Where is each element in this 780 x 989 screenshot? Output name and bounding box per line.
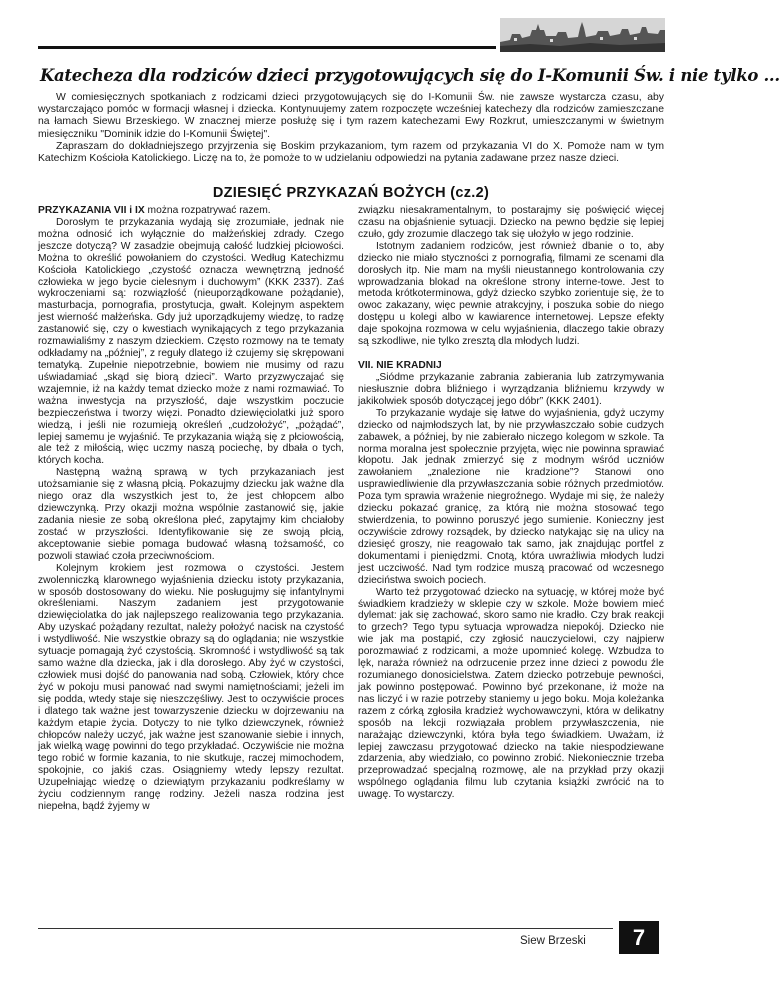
article-headline: Katecheza dla rodziców dzieci przygotowujących się do I-Komunii Św. i nie tylko ...: [40, 66, 780, 85]
town-skyline-image: [500, 18, 665, 52]
article-intro: [38, 92, 664, 165]
header-rule: [38, 46, 496, 49]
left-column: [38, 205, 344, 813]
section-title: DZIESIĘĆ PRZYKAZAŃ BOŻYCH (cz.2): [212, 185, 490, 201]
body-paragraph: Warto też przygotować dziecko na sytuację, w której może być świadkiem kradzieży w sklepie czy w szkole. Może bowiem mieć dylemat: jak się zachować, skoro samo nie kradło. Czy brak reakcji to grzech? Tego typu sytuacja wprowadza niepokój. Dziecko nie wie jak ma postąpić, czy zgłosić nauczycielowi, czy najpierw porozmawiać z rodzicami, a może upomnieć kolegę. Wzbudza to lęk, naraża również na odrzucenie przez inne dzieci z powodu źle rozumianego donosicielstwa. Zatem dziecko potrzebuje pewności, jak powinno postępować. Powinno być przekonane, iż może na nas liczyć i w razie potrzeby staniemy u jego boku. Moja koleżanka razem z córką zgłosiła kradzież wychowawczyni, która w delikatny sposób na lekcji rozwiązała problem przywłaszczenia, nie narażając dziewczynki, która była tego świadkiem. Uważam, iż lepiej zawczasu przygotować dziecko na takie niespodziewane zdarzenia, aby wiedziało, co powinno zrobić. Niekoniecznie trzeba przeprowadzać specjalną rozmowę, ale na przykład przy okazji wspólnego oglądania filmu lub czytania książki zwrócić na to uwagę. To wystarczy.: [358, 586, 664, 801]
body-paragraph: To przykazanie wydaje się łatwe do wyjaśnienia, gdyż uczymy dziecko od najmłodszych lat, by nie przywłaszczało sobie cudzych zabawek, a później, by nie zabierało niczego kolegom w szkole. Ta norma moralna jest społecznie przyjęta, więc nie powinna sprawiać kłopotu. Jak jednak zmierzyć się z modnym wśród uczniów zawołaniem „znalezione nie kradzione”? Stanowi ono usprawiedliwienie dla przywłaszczania sobie różnych przedmiotów. Poza tym sprawia wrażenie niegroźnego. Wydaje mi się, że należy dziecku pokazać granicę, za którą nie można stosować tego stwierdzenia, to powinno poruszyć jego sumienie. Konieczny jest oczywiście zdrowy rozsądek, by dziecko natykając się na ulicy na dziesięć groszy, nie reagowało tak samo, jak znajdując portfel z dokumentami i pieniędzmi. Cnotą, która uwrażliwia młodych ludzi jest uczciwość. Nad tym rodzice muszą pracować od wczesnego dzieciństwa swoich pociech.: [358, 407, 664, 586]
body-paragraph: związku niesakramentalnym, to postarajmy się poświęcić więcej czasu na objaśnienie sytuacji. Dziecko na pewno będzie się lepiej czuło, gdy zrozumie dlaczego tak się ułożyło w jego rodzinie.: [358, 205, 664, 240]
body-paragraph: „Siódme przykazanie zabrania zabierania lub zatrzymywania niesłusznie dobra bliźniego i wyrządzania bliźniemu krzywdy w jakikolwiek sposób dotyczącej jego dóbr” (KKK 2401).: [358, 371, 664, 407]
intro-paragraph: Zapraszam do dokładniejszego przyjrzenia się Boskim przykazaniom, tym razem od przykazania VI do X. Pomoże nam w tym Katechizm Kościoła Katolickiego. Liczę na to, że pomoże to w udzielaniu odpowiedzi na pytania zadawane przez nasze dzieci.: [38, 140, 664, 165]
right-column: [358, 205, 664, 801]
page-number: 7: [619, 921, 659, 954]
footer-rule: [38, 928, 613, 929]
body-paragraph: Istotnym zadaniem rodziców, jest również dbanie o to, aby dziecko nie miało styczności z pornografią, filmami ze scenami dla dorosłych itp. Nie mam na myśli nieustannego kontrolowania czy wprowadzania blokad na określone strony interne-towe. Jest to metoda krótkoterminowa, gdyż dziecko szybko zorientuje się, że to owoc zakazany, więc pewnie atrakcyjny, i poszuka sobie do niego dostępu u kolegi albo w kawiarence internetowej. Lepsze efekty daje spokojna rozmowa w celu wyjaśnienia, dlaczego takie obrazy są szkodliwe, nie tylko zresztą dla młodych ludzi.: [358, 240, 664, 348]
publication-name: Siew Brzeski: [520, 935, 586, 947]
body-paragraph: Kolejnym krokiem jest rozmowa o czystości. Jestem zwolenniczką klarownego wyjaśnienia dziecku istoty przykazania, w sposób dostosowany do wieku. Nie posługujmy się infantylnymi określeniami. Naszym zadaniem jest przygotowanie dziewięciolatka do jak najlepszego realizowania tego przykazania. Aby uzyskać pożądany rezultat, należy położyć nacisk na czystość i wstydliwość. Nie wszystkie obrazy są do oglądania; nie wszystkie sytuacje pomagają żyć czystością. Skromność i wstydliwość są tak samo ważne dla dziecka, jak i dla dorosłego. Aby żyć w czystości, człowiek musi dojść do panowania nad sobą. Człowiek, który chce żyć w pokoju musi panować nad swymi namiętnościami; jeżeli im się podda, wtedy staje się nieszczęśliwy. Jest to oczywiście proces i dlatego tak ważne jest towarzyszenie dziecku w dojrzewaniu na każdym etapie życia. Dotyczy to nie tylko dziewczynek, również chłopców należy uczyć, jak ważne jest szanowanie siebie i innych, jak wielką wagę powinni do tego przykładać. Oczywiście nie można tego robić w formie kazania, to nie skutkuje, raczej mimochodem, spokojnie, co jakiś czas. Osiągniemy wtedy lepszy rezultat. Uzupełniając wiedzę o dziewiątym przykazaniu podkreślamy w życiu codziennym rangę rodziny. Jeżeli nasza rodzina jest niepełna, bądź żyjemy w: [38, 562, 344, 813]
body-paragraph: Następną ważną sprawą w tych przykazaniach jest utożsamianie się z własną płcią. Pokazujmy dziecku jak ważne dla niego oraz dla wszystkich jest to, że jest chłopcem albo dziewczynką. Przy okazji można wspólnie zastanowić się, jakie zadania niesie ze sobą określona płeć, zapytajmy kim chciałoby zostać w przyszłości. Identyfikowanie się ze swoją płcią, akceptowanie siebie pomaga budować własną tożsamość, co pozwoli stawiać czoła przeciwnościom.: [38, 467, 344, 562]
intro-paragraph: W comiesięcznych spotkaniach z rodzicami dzieci przygotowujących się do I-Komunii Św. nie zawsze wystarcza czasu, aby wystarczająco pomóc w formacji własnej i dziecka. Kontynuujemy zatem rozpoczęte wcześniej katechezy dla rodziców zamieszczane na łamach Siewu Brzeskiego. W znacznej mierze posłużę się i tym razem katechezami Ewy Rozkrut, umieszczanymi w świetnym miesięczniku "Dominik idzie do I-Komunii Świętej".: [38, 92, 664, 140]
subheading: PRZYKAZANIA VII i IX: [38, 205, 145, 216]
commandment-heading: VII. NIE KRADNIJ: [358, 360, 442, 372]
body-paragraph: [38, 205, 344, 217]
body-paragraph: Dorosłym te przykazania wydają się zrozumiałe, jednak nie można odnosić ich wyłącznie do małżeńskiej zdrady. Czego jeszcze dotyczą? W zasadzie obejmują całość ludzkiej płciowości. Można to określić powołaniem do czystości. Według Katechizmu Kościoła Katolickiego „czystość oznacza wewnętrzną jedność człowieka w jego bycie cielesnym i duchowym” (KKK 2337). Zaś wykroczeniami są: rozwiązłość (nieuporządkowane pożądanie), masturbacja, pornografia, prostytucja, gwałt. Kolejnym aspektem jest wierność małżeńska. Gdy już uporządkujemy wiedzę, to radzę zastanowić się, czy o kwestiach wynikających z tego przykazania rozmawialiśmy z naszym dzieckiem. Często rozmowy na te tematy odkładamy na „później”, z reguły dlatego iż czujemy się skrępowani tematyką. Zupełnie niepotrzebnie, bowiem nie musimy od razu uświadamiać „skąd się biorą dzieci”. Warto przyzwyczajać się wzajemnie, iż na każdy temat dziecko może z nami rozmawiać. To ważna inwestycja na przyszłość, daje wszystkim poczucie bezpieczeństwa i tworzy więzi. Ponadto dziewięciolatki już sporo wiedzą, i jeśli nie rozumieją określeń „cudzołożyć”, „pożądać”, lepiej samemu je wyjaśnić. Te przykazania wiążą się z płciowością, ale też z miłością, więc uczmy naszą pociechę, by dbała o tych, których kocha.: [38, 216, 344, 467]
subheading-rest: można rozpatrywać razem.: [144, 205, 271, 216]
